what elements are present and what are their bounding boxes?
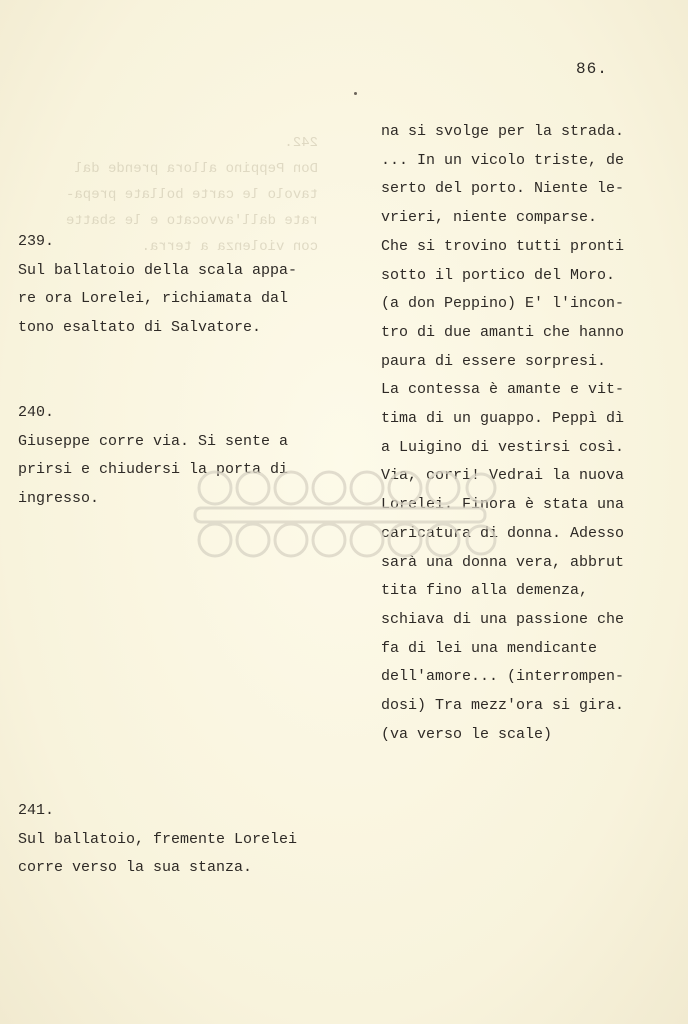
dialogue-line: La contessa è amante e vit- [381, 381, 625, 399]
dialogue-line: tita fino alla demenza, [381, 582, 589, 600]
scene-number: 241. [18, 802, 55, 819]
scene-239 [18, 228, 328, 342]
dialogue-line: fa di lei una mendicante [381, 639, 598, 657]
scene-line: Sul ballatoio, fremente Lorelei [18, 830, 298, 848]
dialogue-line: tima di un guappo. Peppì dì [381, 410, 625, 428]
dialogue-line: na si svolge per la strada. [381, 123, 625, 140]
scene-line: corre verso la sua stanza. [18, 859, 253, 876]
ink-speck [354, 92, 357, 95]
dialogue-column [381, 118, 681, 749]
bleed-through-text: 242. Don Peppino allora prende dal tavolo le carte bollate prepa- rate dall'avvocato e le sbatte con violenza a terra. [65, 135, 318, 255]
dialogue-line: dell'amore... (interrompen- [381, 668, 625, 686]
scene-line: Sul ballatoio della scala appa- [18, 261, 298, 279]
dialogue-line: caricatura di donna. Adesso [381, 524, 625, 542]
dialogue-line: a Luigino di vestirsi così. [381, 438, 625, 456]
dialogue-line: schiava di una passione che [381, 610, 625, 628]
dialogue-line: dosi) Tra mezz'ora si gira. [381, 697, 625, 715]
dialogue-line: vrieri, niente comparse. [381, 209, 598, 227]
dialogue-line: paura di essere sorpresi. [381, 352, 607, 370]
dialogue-line: Che si trovino tutti pronti [381, 237, 625, 255]
scene-line: ingresso. [18, 489, 100, 507]
dialogue-line: (va verso le scale) [381, 725, 553, 743]
scene-line: Giuseppe corre via. Si sente a [18, 432, 289, 450]
dialogue-line: Lorelei. Finora è stata una [381, 496, 625, 514]
dialogue-line: sotto il portico del Moro. [381, 266, 616, 284]
dialogue-line: tro di due amanti che hanno [381, 323, 625, 341]
archive-watermark [175, 448, 505, 578]
scene-241 [18, 797, 328, 883]
dialogue-line: ... In un vicolo triste, de [381, 151, 625, 169]
page-number: 86. [576, 60, 608, 78]
dialogue-line: (a don Peppino) E' l'incon- [381, 295, 625, 313]
scene-number: 239. [18, 233, 55, 250]
scene-line: re ora Lorelei, richiamata dal [18, 290, 289, 307]
dialogue-line: serto del porto. Niente le- [381, 180, 625, 198]
scene-line: tono esaltato di Salvatore. [18, 318, 262, 336]
dialogue-line: sarà una donna vera, abbrut [381, 553, 625, 571]
scene-number: 240. [18, 404, 55, 421]
dialogue-line: Via, corri! Vedrai la nuova [381, 467, 625, 485]
scene-line: prirsi e chiudersi la porta di [18, 461, 289, 478]
